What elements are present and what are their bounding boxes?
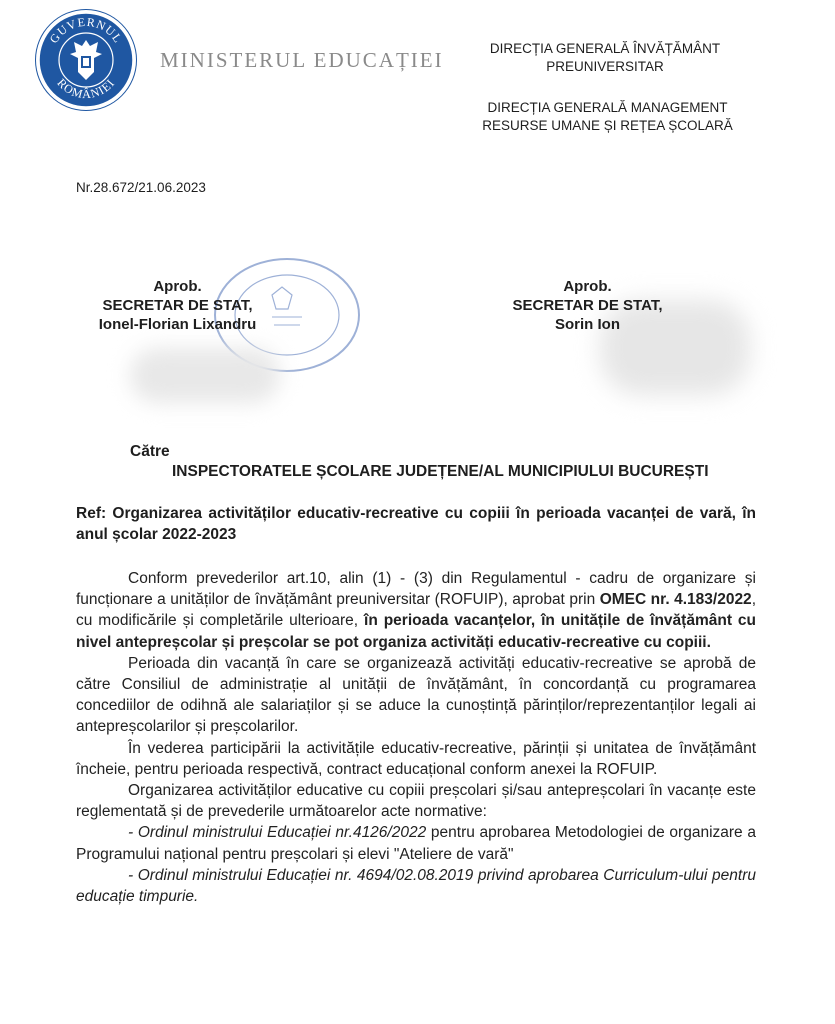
approval-right bbox=[490, 277, 685, 334]
p5-text: pentru aprobarea Metodologiei de organizare a Programului național pentru preșcolari și elevi "Ateliere de vară" bbox=[76, 824, 756, 863]
p1-text-a: Conform prevederilor art.10, alin (1) - (3) din Regulamentul - cadru de organizare și funcționare a unităților de învățământ preuniversitar (ROFUIP), aprobat prin bbox=[76, 570, 756, 609]
paragraph-6: - Ordinul ministrului Educației nr. 4694/02.08.2019 privind aprobarea Curriculum-ului pentru educație timpurie. bbox=[76, 866, 756, 906]
document-body bbox=[76, 568, 756, 907]
reference-subject: Ref: Organizarea activităților educativ-recreative cu copiii în perioada vacanței de vară, în anul școlar 2022-2023 bbox=[76, 505, 756, 543]
p1-text-c: , cu modificările și completările ulterioare, bbox=[76, 591, 756, 630]
recipient-label: Către bbox=[130, 443, 170, 460]
government-seal bbox=[36, 10, 136, 110]
p1-order-ref: OMEC nr. 4.183/2022 bbox=[599, 591, 752, 609]
direction1-line1: DIRECȚIA GENERALĂ ÎNVĂȚĂMÂNT bbox=[489, 41, 721, 56]
ministry-name: MINISTERUL EDUCAȚIEI bbox=[160, 48, 444, 72]
paragraph-4: Organizarea activităților educative cu copiii preșcolari și/sau antepreșcolari în vacanțe este reglementată și de prevederile următoarelor acte normative: bbox=[76, 782, 756, 821]
approval-title: SECRETAR DE STAT, bbox=[512, 297, 663, 314]
approval-label: Aprob. bbox=[153, 278, 202, 295]
seal-text-bottom: ROMÂNIEI bbox=[54, 75, 118, 102]
direction-general-management bbox=[470, 99, 745, 135]
document-number: Nr.28.672/21.06.2023 bbox=[76, 180, 206, 195]
approval-label: Aprob. bbox=[563, 278, 612, 295]
direction1-line2: PREUNIVERSITAR bbox=[546, 59, 664, 74]
paragraph-3: În vederea participării la activitățile educativ-recreative, părinții și unitatea de învățământ încheie, pentru perioada respectivă, contract educațional conform anexei la ROFUIP. bbox=[76, 739, 756, 778]
paragraph-1 bbox=[76, 568, 756, 653]
paragraph-5 bbox=[76, 822, 756, 864]
paragraph-2: Perioada din vacanță în care se organizează activități educativ-recreative se aprobă de către Consiliul de administrație al unității de învățământ, în concordanță cu programarea concediilor de odihnă ale salariaților și se aduce la cunoștință părinților/reprezentanților legali ai antepreșcolarilor și preșcolarilor. bbox=[76, 654, 756, 736]
p1-emphasis: în perioada vacanțelor, în unitățile de învățământ cu nivel antepreșcolar și preșcolar se pot organiza activități educativ-recreative cu copiii. bbox=[76, 612, 756, 651]
seal-emblem-icon bbox=[36, 10, 136, 110]
p5-order-ref: - Ordinul ministrului Educației nr.4126/2022 bbox=[128, 824, 427, 842]
recipient-name: INSPECTORATELE ȘCOLARE JUDEȚENE/AL MUNICIPIULUI BUCUREȘTI bbox=[172, 463, 709, 480]
direction2-line1: DIRECȚIA GENERALĂ MANAGEMENT bbox=[487, 100, 728, 115]
seal-text-top: GUVERNUL bbox=[46, 14, 126, 46]
direction2-line2: RESURSE UMANE ȘI REȚEA ȘCOLARĂ bbox=[482, 118, 733, 133]
signature-redaction-left bbox=[130, 348, 280, 403]
approval-name: Sorin Ion bbox=[555, 316, 620, 333]
approval-name: Ionel-Florian Lixandru bbox=[98, 316, 257, 333]
direction-general-preuniversity bbox=[470, 40, 740, 76]
approval-title: SECRETAR DE STAT, bbox=[102, 297, 253, 314]
approval-left bbox=[70, 277, 285, 334]
